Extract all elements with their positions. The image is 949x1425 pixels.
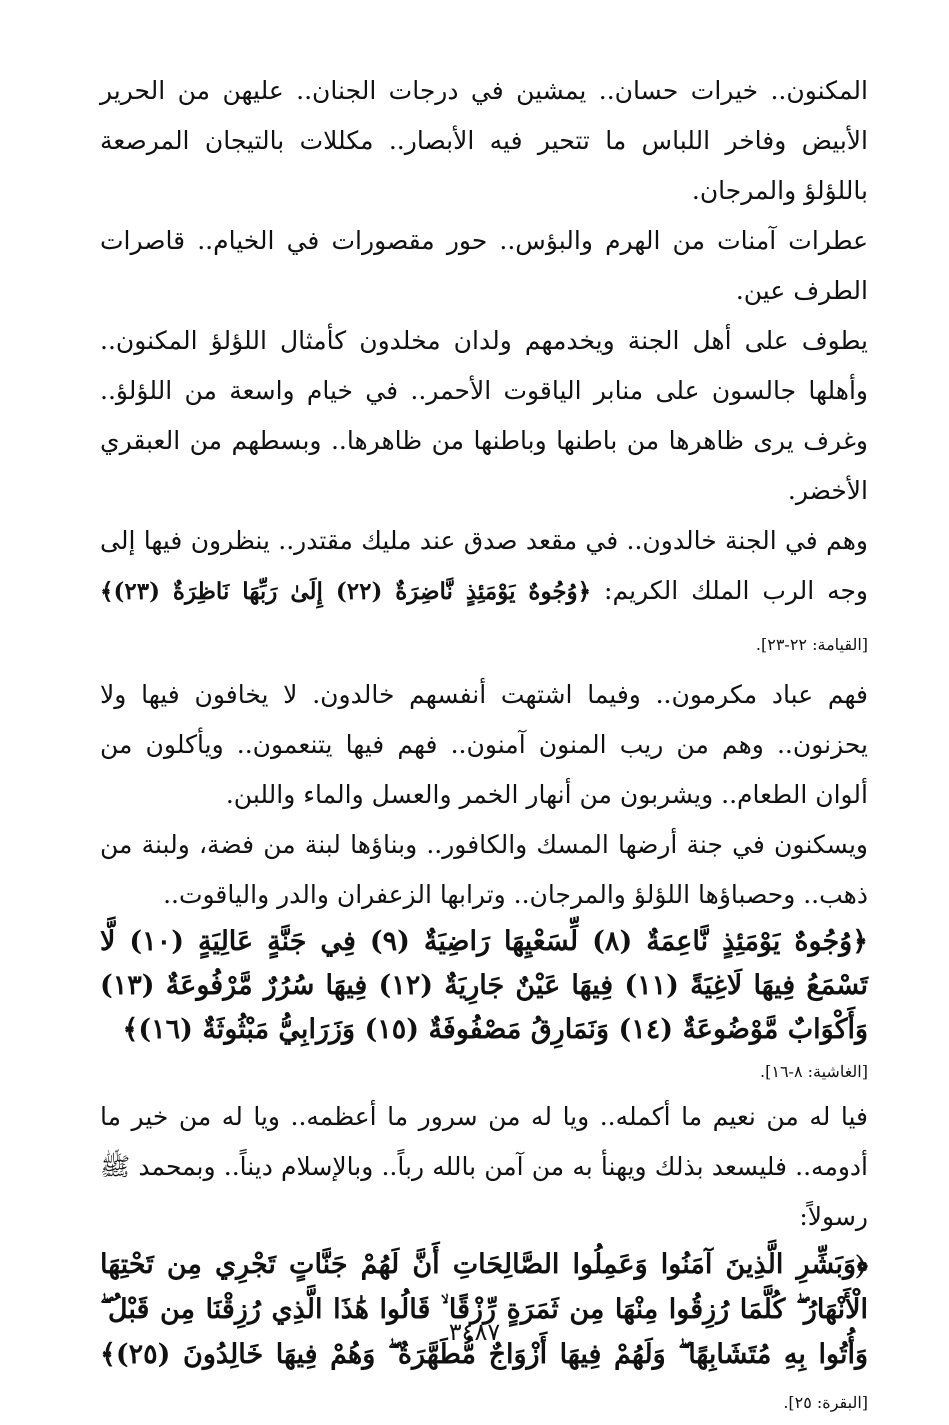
paragraph-dwellings: ويسكنون في جنة أرضها المسك والكافور.. وبناؤها لبنة من فضة، ولبنة من ذهب.. وحصباؤها اللؤلؤ والمرجان.. وترابها الزعفران والدر والياقوت..: [100, 830, 868, 909]
paragraph-maidens: المكنون.. خيرات حسان.. يمشين في درجات الجنان.. عليهن من الحرير الأبيض وفاخر اللباس ما تتحير فيه الأبصار.. مكللات بالتيجان المرصعة باللؤلؤ والمرجان.: [100, 76, 868, 205]
verse-ghashiyah: ﴿وُجُوهٌ يَوْمَئِذٍ نَّاعِمَةٌ (٨) لِّسَعْيِهَا رَاضِيَةٌ (٩) فِي جَنَّةٍ عَالِيَةٍ (١٠) لَّا تَسْمَعُ فِيهَا لَاغِيَةً (١١) فِيهَا عَيْنٌ جَارِيَةٌ (١٢) فِيهَا سُرُرٌ مَّرْفُوعَةٌ (١٣) وَأَكْوَابٌ مَّوْضُوعَةٌ (١٤) وَنَمَارِقُ مَصْفُوفَةٌ (١٥) وَزَرَابِيُّ مَبْثُوثَةٌ (١٦)﴾: [100, 926, 869, 1045]
verse-baqarah-text: ﴿وَبَشِّرِ الَّذِينَ آمَنُوا وَعَمِلُوا الصَّالِحَاتِ أَنَّ لَهُمْ جَنَّاتٍ تَجْرِي مِن تَحْتِهَا الْأَنْهَارُ ۖ كُلَّمَا رُزِقُوا مِنْهَا مِن ثَمَرَةٍ رِّزْقًا ۙ قَالُوا هَٰذَا الَّذِي رُزِقْنَا مِن قَبْلُ ۖ وَأُتُوا بِهِ مُتَشَابِهًا ۖ وَلَهُمْ فِيهَا أَزْوَاجٌ مُّطَهَّرَةٌ ۖ وَهُمْ فِيهَا خَالِدُونَ (٢٥)﴾: [100, 1249, 868, 1370]
paragraph-hur: عطرات آمنات من الهرم والبؤس.. حور مقصورات في الخيام.. قاصرات الطرف عين.: [100, 226, 868, 305]
paragraph-honored: فهم عباد مكرمون.. وفيما اشتهت أنفسهم خالدون. لا يخافون فيها ولا يحزنون.. وهم من ريب المنون آمنون.. فهم فيها يتنعمون.. ويأكلون من ألوان الطعام.. ويشربون من أنهار الخمر والعسل والماء واللبن.: [100, 680, 868, 809]
page-number: ٣٤٨٧: [448, 1318, 501, 1346]
reference-baqarah: [البقرة: ٢٥].: [783, 1393, 868, 1412]
paragraph-servants: يطوف على أهل الجنة ويخدمهم ولدان مخلدون كأمثال اللؤلؤ المكنون.. وأهلها جالسون على منابر الياقوت الأحمر.. في خيام واسعة من اللؤلؤ.. وغرف يرى ظاهرها من باطنها وباطنها من ظاهرها.. وبسطهم من العبقري الأخضر.: [100, 326, 868, 505]
paragraph-qiyamah-text: وهم في الجنة خالدون.. في مقعد صدق عند مليك مقتدر.. ينظرون فيها إلى وجه الرب الملك الكريم:: [100, 526, 869, 605]
reference-ghashiyah: [الغاشية: ٨-١٦].: [760, 1062, 868, 1081]
paragraph-qiyamah: [100, 516, 868, 670]
paragraph-closing: فيا له من نعيم ما أكمله.. ويا له من سرور ما أعظمه.. ويا له من خير ما أدومه.. فليسعد بذلك ويهنأ به من آمن بالله رباً.. وبالإسلام ديناً.. وبمحمد ﷺ رسولاً:: [100, 1102, 868, 1231]
page-body: [100, 66, 868, 1425]
reference-qiyamah: [القيامة: ٢٢-٢٣].: [755, 635, 868, 654]
verse-qiyamah: ﴿وُجُوهٌ يَوْمَئِذٍ نَّاضِرَةٌ (٢٢) إِلَىٰ رَبِّهَا نَاظِرَةٌ (٢٣)﴾: [100, 578, 592, 605]
